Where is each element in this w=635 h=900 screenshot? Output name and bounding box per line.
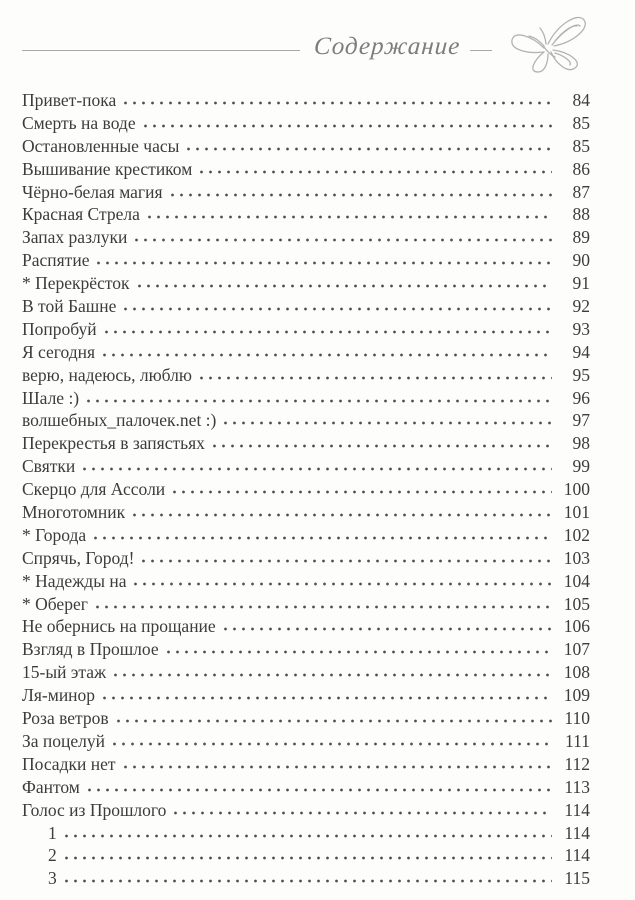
dot-leader bbox=[114, 673, 552, 677]
toc-entry-title: * Города bbox=[22, 524, 87, 545]
toc-entry-title: За поцелуй bbox=[22, 730, 106, 751]
toc-entry-page: 109 bbox=[563, 685, 590, 706]
toc-entry-title: волшебных_палочек.net :) bbox=[22, 410, 217, 431]
toc-entry bbox=[22, 365, 590, 388]
dot-leader bbox=[200, 170, 552, 174]
dot-leader bbox=[224, 627, 552, 631]
toc-entry-title: Посадки нет bbox=[22, 753, 116, 774]
toc-entry-page: 91 bbox=[572, 273, 590, 294]
dot-leader bbox=[144, 124, 552, 128]
toc-entry-title: Фантом bbox=[22, 776, 80, 797]
toc-entry-title: Вышивание крестиком bbox=[22, 158, 193, 179]
dot-leader bbox=[94, 536, 552, 540]
toc-entry-page: 98 bbox=[572, 433, 590, 454]
toc-entry bbox=[22, 433, 590, 456]
toc-entry bbox=[22, 342, 590, 365]
toc-entry-title: 3 bbox=[48, 868, 57, 889]
toc-entry-page: 89 bbox=[572, 227, 590, 248]
dot-leader bbox=[97, 261, 552, 265]
toc-entry bbox=[22, 319, 590, 342]
toc-entry bbox=[22, 182, 590, 205]
toc-entry bbox=[22, 571, 590, 594]
dot-leader bbox=[167, 650, 552, 654]
dot-leader bbox=[174, 811, 552, 815]
toc-entry bbox=[22, 868, 590, 891]
toc-entry bbox=[22, 113, 590, 136]
toc-entry bbox=[22, 594, 590, 617]
toc-entry bbox=[22, 525, 590, 548]
toc-entry-title: Я сегодня bbox=[22, 341, 96, 362]
toc-entry-page: 92 bbox=[572, 296, 590, 317]
toc-entry-page: 114 bbox=[564, 845, 590, 866]
dot-leader bbox=[138, 284, 552, 288]
toc-entry bbox=[22, 204, 590, 227]
toc-entry-page: 114 bbox=[564, 799, 590, 820]
toc-entry-page: 87 bbox=[572, 181, 590, 202]
toc-entry-title: В той Башне bbox=[22, 296, 117, 317]
toc-entry bbox=[22, 823, 590, 846]
toc-entry bbox=[22, 479, 590, 502]
toc-entry-page: 94 bbox=[572, 341, 590, 362]
toc-entry-page: 99 bbox=[572, 456, 590, 477]
header-rule-right bbox=[470, 50, 492, 51]
toc-entry-page: 108 bbox=[563, 662, 590, 683]
toc-entry-page: 105 bbox=[563, 593, 590, 614]
toc-entry bbox=[22, 662, 590, 685]
toc-entry bbox=[22, 708, 590, 731]
toc-entry bbox=[22, 685, 590, 708]
toc-entry bbox=[22, 845, 590, 868]
toc-entry-page: 106 bbox=[563, 616, 590, 637]
dot-leader bbox=[87, 399, 552, 403]
toc-entry bbox=[22, 410, 590, 433]
toc-entry-page: 84 bbox=[572, 90, 590, 110]
toc-entry-page: 90 bbox=[572, 250, 590, 271]
page-title: Содержание bbox=[312, 33, 461, 60]
dot-leader bbox=[224, 421, 552, 425]
toc-entry-title: Попробуй bbox=[22, 318, 97, 339]
toc-entry-page: 112 bbox=[564, 753, 590, 774]
toc-entry-title: 1 bbox=[48, 822, 57, 843]
toc-entry-page: 96 bbox=[572, 387, 590, 408]
toc-entry-title: Не обернись на прощание bbox=[22, 616, 216, 637]
toc-entry-title: Шале :) bbox=[22, 387, 80, 408]
toc-entry-page: 115 bbox=[564, 868, 590, 889]
dot-leader bbox=[200, 376, 552, 380]
toc-entry-title: Ля-минор bbox=[22, 685, 96, 706]
dot-leader bbox=[134, 582, 552, 586]
toc-entry bbox=[22, 90, 590, 113]
toc-list bbox=[22, 90, 590, 891]
toc-entry-title: * Надежды на bbox=[22, 570, 127, 591]
dot-leader bbox=[103, 353, 552, 357]
toc-entry bbox=[22, 136, 590, 159]
toc-entry-title: Спрячь, Город! bbox=[22, 547, 135, 568]
toc-entry bbox=[22, 800, 590, 823]
toc-entry-page: 88 bbox=[572, 204, 590, 225]
dot-leader bbox=[124, 307, 552, 311]
toc-entry-page: 100 bbox=[563, 479, 590, 500]
toc-entry bbox=[22, 502, 590, 525]
dot-leader bbox=[117, 719, 552, 723]
dot-leader bbox=[65, 856, 552, 860]
dot-leader bbox=[187, 147, 552, 151]
header-rule-left bbox=[22, 50, 300, 51]
toc-entry bbox=[22, 227, 590, 250]
toc-entry-title: Чёрно-белая магия bbox=[22, 181, 163, 202]
dot-leader bbox=[171, 193, 552, 197]
toc-entry-page: 102 bbox=[563, 524, 590, 545]
toc-entry bbox=[22, 777, 590, 800]
dot-leader bbox=[96, 605, 552, 609]
dot-leader bbox=[113, 742, 552, 746]
toc-entry-title: Красная Стрела bbox=[22, 204, 140, 225]
toc-entry-title: * Перекрёсток bbox=[22, 273, 130, 294]
toc-entry-page: 107 bbox=[563, 639, 590, 660]
toc-entry-page: 110 bbox=[564, 708, 590, 729]
dot-leader bbox=[213, 444, 552, 448]
toc-entry bbox=[22, 296, 590, 319]
toc-entry bbox=[22, 388, 590, 411]
toc-entry-title: Смерть на воде bbox=[22, 112, 136, 133]
butterfly-icon bbox=[498, 7, 590, 79]
toc-entry-title: * Оберег bbox=[22, 593, 88, 614]
toc-entry-title: Привет-пока bbox=[22, 90, 117, 110]
dot-leader bbox=[83, 467, 552, 471]
toc-entry bbox=[22, 731, 590, 754]
toc-entry-page: 93 bbox=[572, 318, 590, 339]
dot-leader bbox=[105, 330, 552, 334]
toc-entry bbox=[22, 639, 590, 662]
dot-leader bbox=[142, 559, 552, 563]
toc-entry-page: 86 bbox=[572, 158, 590, 179]
toc-entry bbox=[22, 754, 590, 777]
toc-entry-page: 104 bbox=[563, 570, 590, 591]
dot-leader bbox=[124, 101, 552, 105]
toc-entry-title: Роза ветров bbox=[22, 708, 109, 729]
toc-entry-title: Запах разлуки bbox=[22, 227, 128, 248]
toc-entry-title: 2 bbox=[48, 845, 57, 866]
toc-entry-page: 97 bbox=[572, 410, 590, 431]
toc-entry-title: Взгляд в Прошлое bbox=[22, 639, 159, 660]
toc-entry-title: Святки bbox=[22, 456, 76, 477]
toc-entry-title: верю, надеюсь, люблю bbox=[22, 364, 192, 385]
toc-entry bbox=[22, 548, 590, 571]
toc-entry-page: 85 bbox=[572, 135, 590, 156]
toc-entry-page: 113 bbox=[564, 776, 590, 797]
toc-entry-title: Многотомник bbox=[22, 502, 126, 523]
toc-entry-page: 103 bbox=[563, 547, 590, 568]
toc-entry bbox=[22, 159, 590, 182]
dot-leader bbox=[88, 788, 552, 792]
toc-entry-title: Распятие bbox=[22, 250, 90, 271]
dot-leader bbox=[65, 879, 552, 883]
toc-entry-title: Скерцо для Ассоли bbox=[22, 479, 166, 500]
toc-entry bbox=[22, 273, 590, 296]
toc-entry-page: 101 bbox=[563, 502, 590, 523]
dot-leader bbox=[148, 215, 552, 219]
dot-leader bbox=[65, 834, 552, 838]
toc-entry bbox=[22, 456, 590, 479]
toc-entry bbox=[22, 616, 590, 639]
dot-leader bbox=[133, 513, 552, 517]
toc-entry-title: 15-ый этаж bbox=[22, 662, 107, 683]
toc-entry bbox=[22, 250, 590, 273]
toc-entry-title: Голос из Прошлого bbox=[22, 799, 167, 820]
toc-entry-page: 85 bbox=[572, 112, 590, 133]
toc-entry-page: 114 bbox=[564, 822, 590, 843]
contents-header bbox=[22, 16, 590, 78]
dot-leader bbox=[103, 696, 552, 700]
toc-entry-page: 111 bbox=[565, 730, 590, 751]
dot-leader bbox=[173, 490, 552, 494]
toc-entry-title: Остановленные часы bbox=[22, 135, 180, 156]
dot-leader bbox=[124, 765, 553, 769]
toc-entry-title: Перекрестья в запястьях bbox=[22, 433, 205, 454]
dot-leader bbox=[135, 238, 552, 242]
toc-entry-page: 95 bbox=[572, 364, 590, 385]
